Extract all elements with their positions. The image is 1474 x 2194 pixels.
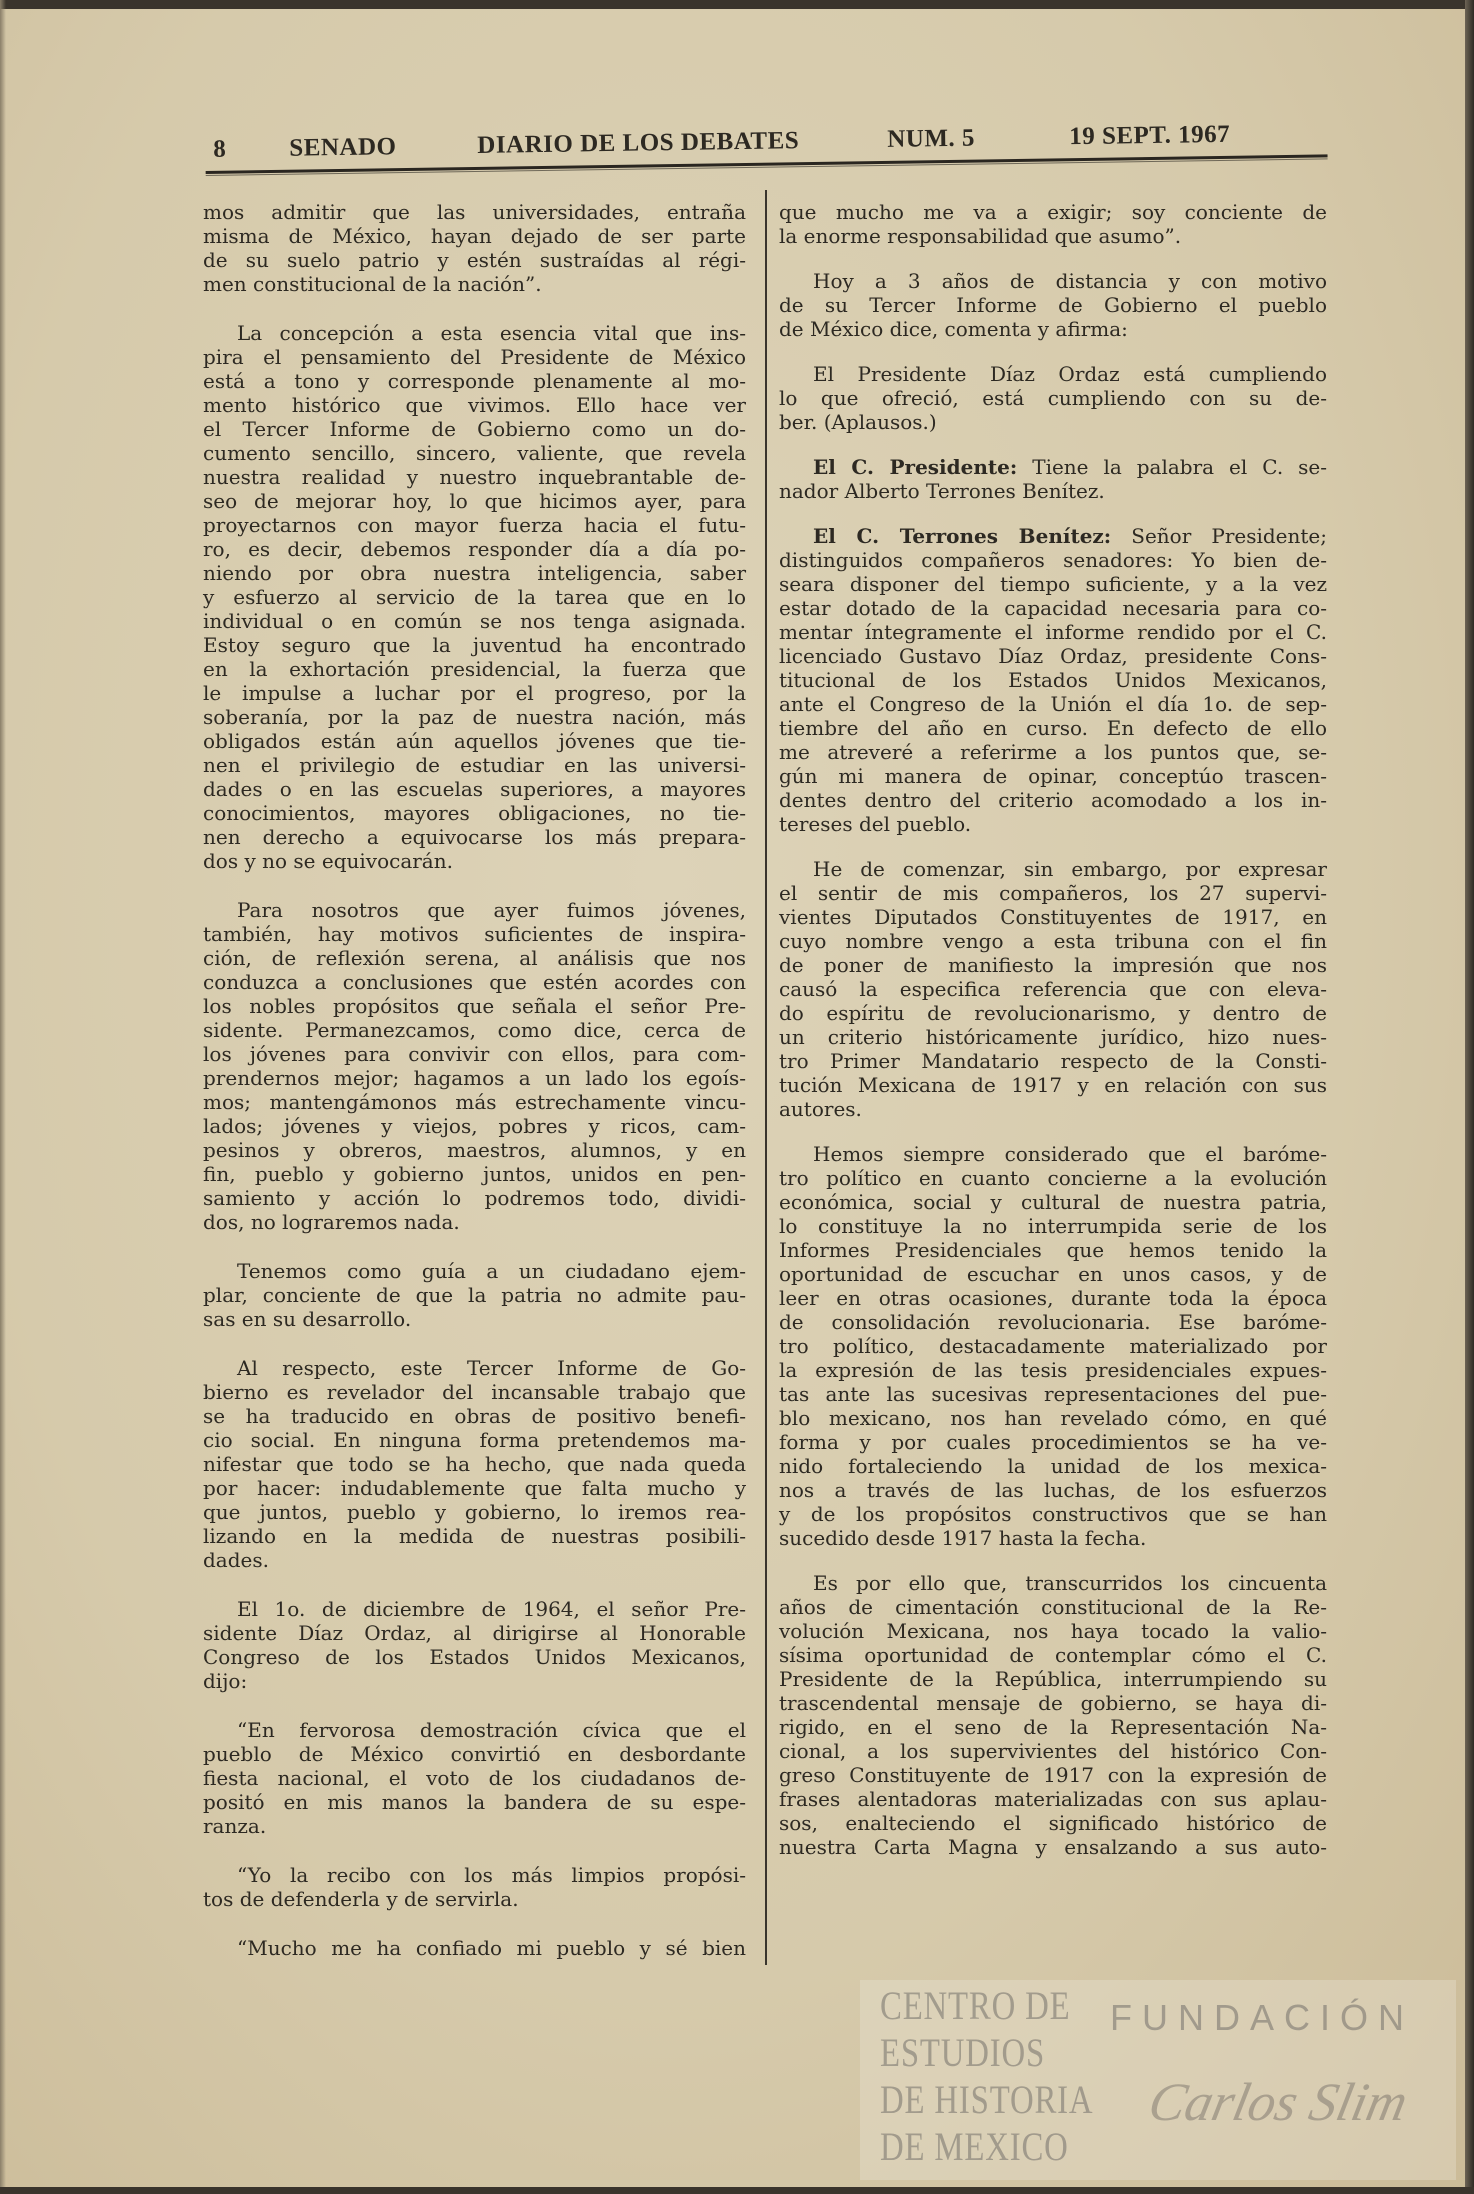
text-line: leer en otras ocasiones, durante toda la época [779,1286,1327,1310]
text-line: años de cimentación constitucional de la Re- [779,1595,1327,1619]
text-line: económica, social y cultural de nuestra patria, [779,1190,1327,1214]
text-line: Hoy a 3 años de distancia y con motivo [813,269,1327,293]
text-line: un criterio históricamente jurídico, hizo nues- [779,1025,1327,1049]
column-divider [765,190,767,1965]
text-line: greso Constituyente de 1917 con la expresión de [779,1763,1327,1787]
text-line: por hacer: indudablemente que falta mucho y [203,1476,746,1500]
right-column [779,200,1327,1859]
text-line: positó en mis manos la bandera de su espe- [203,1790,746,1814]
text-line: sidente Díaz Ordaz, al dirigirse al Honorable [203,1621,746,1645]
text-line: forma y por cuales procedimientos se ha ve- [779,1430,1327,1454]
watermark-line: DE HISTORIA [880,2077,1094,2122]
text-line: rigido, en el seno de la Representación Na- [779,1715,1327,1739]
text-line: el sentir de mis compañeros, los 27 supervi- [779,881,1327,905]
watermark-line: ESTUDIOS [880,2030,1046,2075]
paragraph [203,1936,746,1960]
text-line: cumento sencillo, sincero, valiente, que revela [203,441,746,465]
page-header [205,111,1331,188]
text-line: de su Tercer Informe de Gobierno el pueblo [779,293,1327,317]
speaker-label: El C. Terrones Benítez: [813,524,1112,548]
text-line: tos de defenderla y de servirla. [203,1887,519,1911]
text-line: dijo: [203,1669,248,1693]
left-column [203,200,746,1960]
text-line: sísima oportunidad de contemplar cómo el C. [779,1643,1327,1667]
paragraph [203,1356,746,1572]
page-number: 8 [213,135,227,163]
text-line: también, hay motivos suficientes de inspira- [203,922,746,946]
text-line: pueblo de México convirtió en desbordante [203,1742,746,1766]
text-line: vientes Diputados Constituyentes de 1917, en [779,905,1327,929]
text-line: mentar íntegramente el informe rendido por el C. [779,620,1327,644]
text-line: mos admitir que las universidades, entraña [203,200,746,224]
text-line: “Yo la recibo con los más limpios propósi- [237,1863,746,1887]
text-line: lo constituye la no interrumpida serie de los [779,1214,1327,1238]
text-line: que juntos, pueblo y gobierno, lo iremos rea- [203,1500,746,1524]
text-line [779,524,1327,548]
text-line: samiento y acción lo podremos todo, dividi- [203,1186,746,1210]
text-line: nen el privilegio de estudiar en las universi- [203,753,746,777]
text-line: trascendental mensaje de gobierno, se haya di- [779,1691,1327,1715]
text-line: ber. (Aplausos.) [779,410,937,434]
text-line: mento histórico que vivimos. Ello hace ver [203,393,746,417]
text-line: Para nosotros que ayer fuimos jóvenes, [237,898,746,922]
text-line: El Presidente Díaz Ordaz está cumpliendo [813,362,1327,386]
issue-number: NUM. 5 [887,124,976,153]
scan-edge-right [1465,0,1474,2194]
text-line: fin, pueblo y gobierno juntos, unidos en pen- [203,1162,746,1186]
text-line: mos; mantengámonos más estrechamente vincu- [203,1090,746,1114]
text-line: dos, no lograremos nada. [203,1210,460,1234]
paragraph [203,200,746,296]
text-line: dades. [203,1548,269,1572]
text-line: de poner de manifiesto la impresión que nos [779,953,1327,977]
text-line: dos y no se equivocarán. [203,849,453,873]
paragraph [203,1718,746,1838]
text-line: tución Mexicana de 1917 y en relación con sus [779,1073,1327,1097]
text-line: los jóvenes para convivir con ellos, para com- [203,1042,746,1066]
text-line: fiesta nacional, el voto de los ciudadanos de- [203,1766,746,1790]
text-line: que mucho me va a exigir; soy conciente de [779,200,1327,224]
text-line: pesinos y obreros, maestros, alumnos, y en [203,1138,746,1162]
text-line: sucedido desde 1917 hasta la fecha. [779,1526,1147,1550]
text-line: Al respecto, este Tercer Informe de Go- [237,1356,746,1380]
text-line: conduzca a conclusiones que estén acordes con [203,970,746,994]
text-line: de su suelo patrio y estén sustraídas al régi- [203,248,746,272]
text-line: “Mucho me ha confiado mi pueblo y sé bien [237,1936,746,1960]
text-line: soberanía, por la paz de nuestra nación, más [203,705,746,729]
text-line: do espíritu de revolucionarismo, y dentro de [779,1001,1327,1025]
text-line: tereses del pueblo. [779,812,972,836]
publication-title: DIARIO DE LOS DEBATES [477,127,800,159]
text-line: el Tercer Informe de Gobierno como un do- [203,417,746,441]
text-line: nuestra Carta Magna y ensalzando a sus auto- [779,1835,1327,1859]
text-line: men constitucional de la nación”. [203,272,542,296]
scan-edge-bottom [0,2187,1474,2194]
text-line: dades o en las escuelas superiores, a mayores [203,777,746,801]
text-line: la enorme responsabilidad que asumo”. [779,224,1182,248]
text-line: prendernos mejor; hagamos a un lado los egoís- [203,1066,746,1090]
text-line: sas en su desarrollo. [203,1307,412,1331]
text-line: He de comenzar, sin embargo, por expresar [813,857,1327,881]
watermark-line: CENTRO DE [880,1983,1071,2028]
text-line: Tenemos como guía a un ciudadano ejem- [237,1259,746,1283]
text-line [779,455,1327,479]
text-line: de México dice, comenta y afirma: [779,317,1128,341]
text-line: autores. [779,1097,862,1121]
chamber-name: SENADO [289,133,397,162]
text-line: cuyo nombre vengo a esta tribuna con el fin [779,929,1327,953]
text-line: titucional de los Estados Unidos Mexicanos, [779,668,1327,692]
paragraph [203,1597,746,1693]
text-line: tiembre del año en curso. En defecto de ello [779,716,1327,740]
paragraph [779,1142,1327,1550]
text-line: tas ante las sucesivas representaciones del pue- [779,1382,1327,1406]
issue-date: 19 SEPT. 1967 [1069,120,1231,151]
paragraph [203,898,746,1234]
text-line: blo mexicano, nos han revelado cómo, en qué [779,1406,1327,1430]
text-line: cional, a los supervivientes del histórico Con- [779,1739,1327,1763]
text-line: Informes Presidenciales que hemos tenido la [779,1238,1327,1262]
text-line: oportunidad de escuchar en unos casos, y de [779,1262,1327,1286]
text-line: causó la especifica referencia que con eleva- [779,977,1327,1001]
text-line: niendo por obra nuestra inteligencia, saber [203,561,746,585]
text-line: proyectarnos con mayor fuerza hacia el futu- [203,513,746,537]
text-line: El 1o. de diciembre de 1964, el señor Pre- [237,1597,746,1621]
text-line: ante el Congreso de la Unión el día 1o. de sep- [779,692,1327,716]
text-line: volución Mexicana, nos haya tocado la valio- [779,1619,1327,1643]
text-line: tro político, destacadamente materializado por [779,1334,1327,1358]
text-line: lo que ofreció, está cumpliendo con su de- [779,386,1327,410]
paragraph [779,200,1327,248]
text-line: Estoy seguro que la juventud ha encontrado [203,633,746,657]
text-line: gún mi manera de opinar, conceptúo trascen- [779,764,1327,788]
text-line: tro político en cuanto concierne a la evolución [779,1166,1327,1190]
text-line: y de los propósitos constructivos que se han [779,1502,1327,1526]
text-line: obligados están aún aquellos jóvenes que tie- [203,729,746,753]
text-line: distinguidos compañeros senadores: Yo bien de- [779,548,1327,572]
text-line: individual o en común se nos tenga asignada. [203,609,746,633]
text-line: nos a través de las luchas, de los esfuerzos [779,1478,1327,1502]
speaker-label: El C. Presidente: [813,455,1018,479]
text-line: Congreso de los Estados Unidos Mexicanos, [203,1645,746,1669]
paragraph [779,362,1327,434]
text-line: en la exhortación presidencial, la fuerza que [203,657,746,681]
text-line: nido fortaleciendo la unidad de los mexica- [779,1454,1327,1478]
text-line: La concepción a esta esencia vital que ins- [237,321,746,345]
watermark-line: DE MEXICO [880,2124,1069,2169]
text-line: lizando en la medida de nuestras posibili- [203,1524,746,1548]
paragraph [203,321,746,873]
watermark-foundation: FUNDACIÓN [1110,1997,1414,2038]
text-line: pira el pensamiento del Presidente de México [203,345,746,369]
text-line: Presidente de la República, interrumpiendo su [779,1667,1327,1691]
text-line: ción, de reflexión serena, al análisis que nos [203,946,746,970]
text-line: frases alentadoras materializadas con sus aplau- [779,1787,1327,1811]
scan-edge-top [0,0,1474,9]
paragraph [779,857,1327,1121]
text-line: dentes dentro del criterio acomodado a los in- [779,788,1327,812]
text-line: Hemos siempre considerado que el baróme- [813,1142,1327,1166]
text-line: la expresión de las tesis presidenciales expues- [779,1358,1327,1382]
text-line: conocimientos, mayores obligaciones, no tie- [203,801,746,825]
watermark-signature: Carlos Slim [1143,2072,1413,2132]
text-line: se ha traducido en obras de positivo benefi- [203,1404,746,1428]
text-line: sos, enalteciendo el significado histórico de [779,1811,1327,1835]
text-line: cio social. En ninguna forma pretendemos ma- [203,1428,746,1452]
text-line: misma de México, hayan dejado de ser parte [203,224,746,248]
scan-edge-left [0,0,6,2194]
text-line: y esfuerzo al servicio de la tarea que en lo [203,585,746,609]
text-line: “En fervorosa demostración cívica que el [237,1718,746,1742]
text-line: licenciado Gustavo Díaz Ordaz, presidente Cons- [779,644,1327,668]
text-line: seo de mejorar hoy, lo que hicimos ayer, para [203,489,746,513]
text-line: ro, es decir, debemos responder día a día po- [203,537,746,561]
text-line: tro Primer Mandatario respecto de la Consti- [779,1049,1327,1073]
text-line: nifestar que todo se ha hecho, que nada queda [203,1452,746,1476]
paragraph [779,1571,1327,1859]
speaker-paragraph [779,455,1327,503]
text-line: plar, conciente de que la patria no admite pau- [203,1283,746,1307]
text-line: de consolidación revolucionaria. Ese baróme- [779,1310,1327,1334]
text-line: le impulse a luchar por el progreso, por la [203,681,746,705]
paragraph [203,1259,746,1331]
text-line: bierno es revelador del incansable trabajo que [203,1380,746,1404]
text-line: nen derecho a equivocarse los más prepara- [203,825,746,849]
speaker-text: Tiene la palabra el C. se- [1017,455,1327,479]
text-line: nuestra realidad y nuestro inquebrantable de- [203,465,746,489]
text-line: ranza. [203,1814,267,1838]
text-line: lados; jóvenes y viejos, pobres y ricos, cam- [203,1114,746,1138]
paragraph [203,1863,746,1911]
text-line: está a tono y corresponde plenamente al mo- [203,369,746,393]
text-line: los nobles propósitos que señala el señor Pre- [203,994,746,1018]
text-line: seara disponer del tiempo suficiente, y a la vez [779,572,1327,596]
speaker-text: Señor Presidente; [1111,524,1328,548]
text-line: estar dotado de la capacidad necesaria para co- [779,596,1327,620]
paragraph [779,269,1327,341]
text-line: nador Alberto Terrones Benítez. [779,479,1105,503]
text-line: sidente. Permanezcamos, como dice, cerca de [203,1018,746,1042]
speaker-paragraph [779,524,1327,836]
text-line: me atreveré a referirme a los puntos que, se- [779,740,1327,764]
text-line: Es por ello que, transcurridos los cincuenta [813,1571,1327,1595]
